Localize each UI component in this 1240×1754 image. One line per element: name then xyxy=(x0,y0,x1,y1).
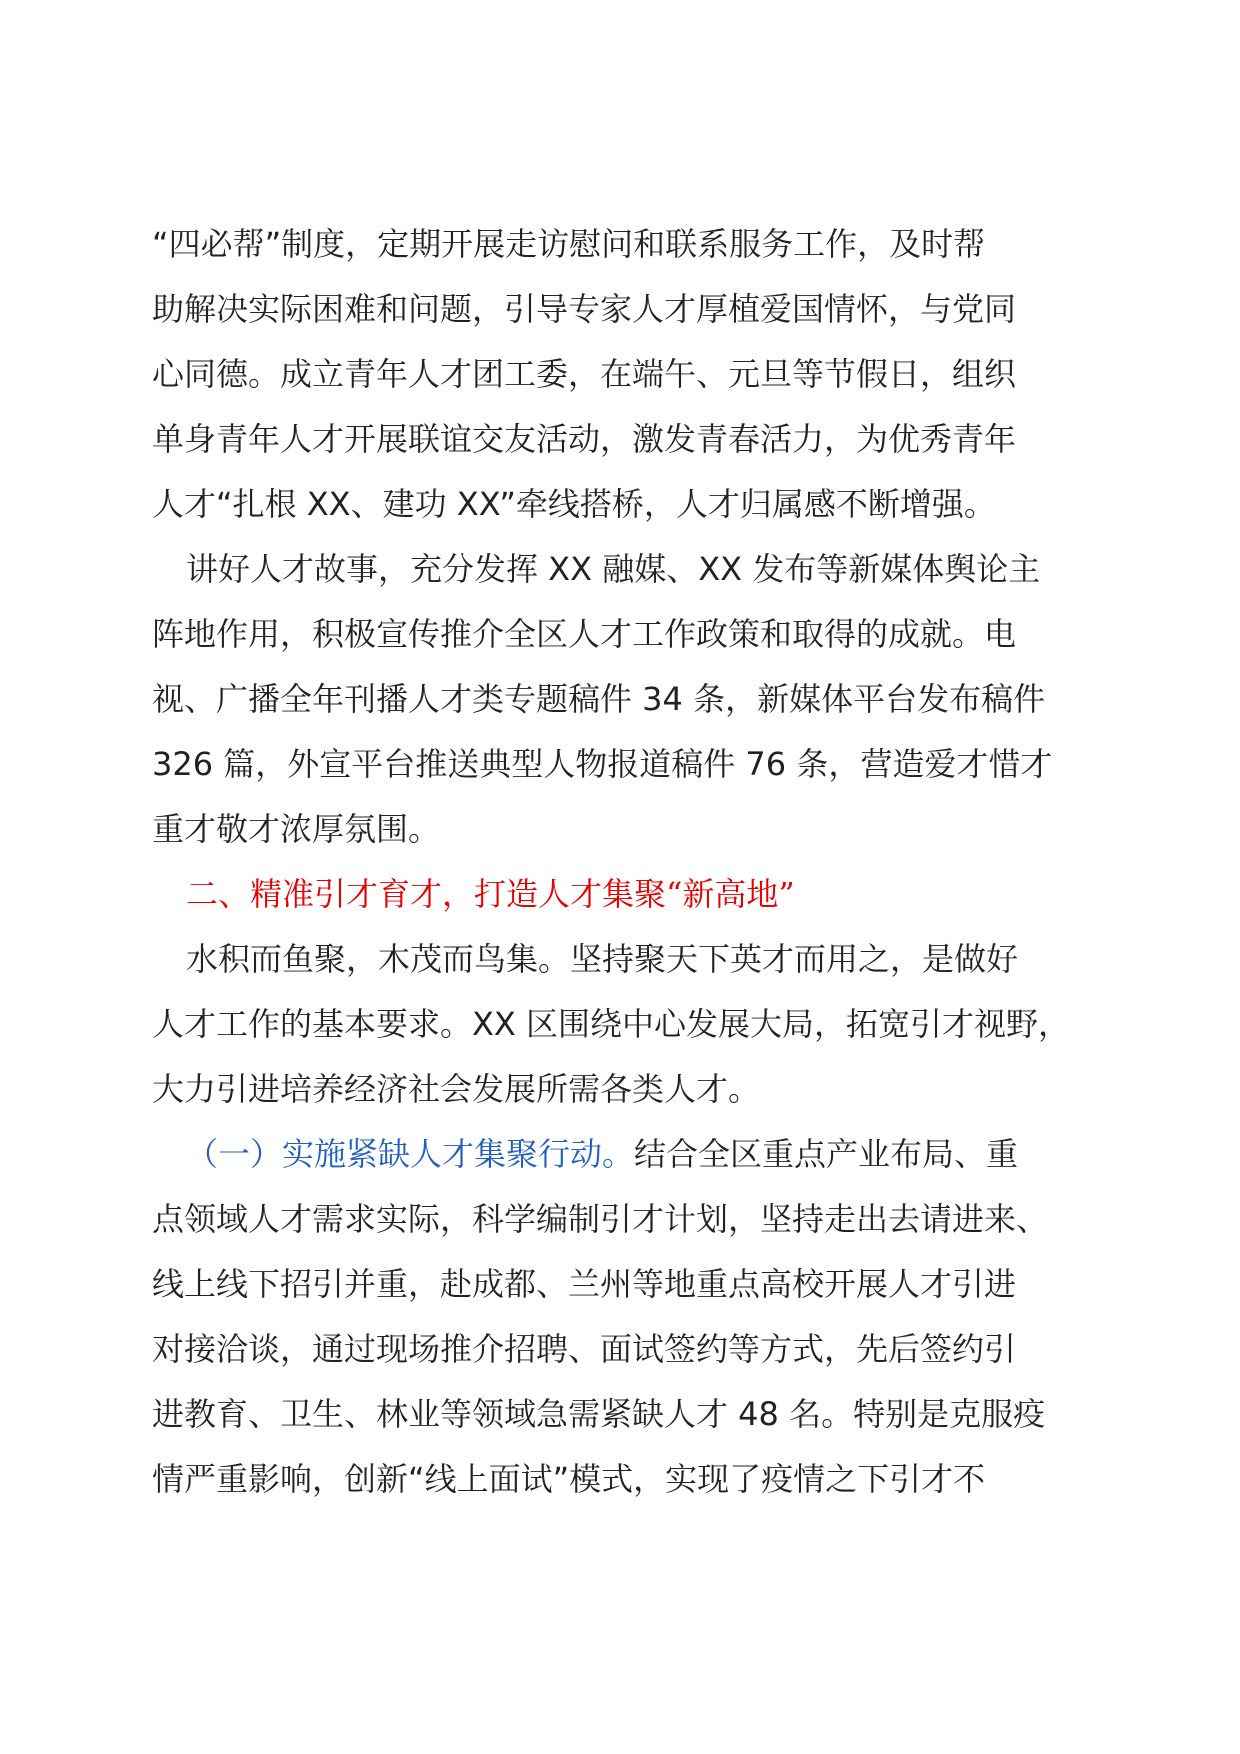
text-line: 心同德。成立青年人才团工委，在端午、元旦等节假日，组织 xyxy=(152,355,1017,393)
subsection-heading: （一）实施紧缺人才集聚行动。 xyxy=(186,1135,635,1173)
text-line: 人才工作的基本要求。XX 区围绕中心发展大局，拓宽引才视野， xyxy=(152,1005,1071,1043)
paragraph-talent-stories xyxy=(152,537,1102,862)
section-heading-text: 二、精准引才育才，打造人才集聚“新高地” xyxy=(186,875,795,913)
document-body xyxy=(152,212,1102,1512)
text-line: 情严重影响，创新“线上面试”模式，实现了疫情之下引才不 xyxy=(152,1460,986,1498)
section-heading xyxy=(152,862,1102,927)
text-line: 水积而鱼聚，木茂而鸟集。坚持聚天下英才而用之，是做好 xyxy=(186,940,1019,978)
text-line: 阵地作用，积极宣传推介全区人才工作政策和取得的成就。电 xyxy=(152,615,1017,653)
text-line: 视、广播全年刊播人才类专题稿件 34 条，新媒体平台发布稿件 xyxy=(152,680,1046,718)
text-line: 大力引进培养经济社会发展所需各类人才。 xyxy=(152,1070,761,1108)
text-line: 人才“扎根 XX、建功 XX”牵线搭桥，人才归属感不断增强。 xyxy=(152,485,996,523)
text-line: 单身青年人才开展联谊交友活动，激发青春活力，为优秀青年 xyxy=(152,420,1017,458)
text-line: “四必帮”制度，定期开展走访慰问和联系服务工作，及时帮 xyxy=(152,225,986,263)
text-line: 讲好人才故事，充分发挥 XX 融媒、XX 发布等新媒体舆论主 xyxy=(186,550,1041,588)
text-line: 助解决实际困难和问题，引导专家人才厚植爱国情怀，与党同 xyxy=(152,290,1017,328)
text-line: 重才敬才浓厚氛围。 xyxy=(152,810,441,848)
text-line xyxy=(152,1122,1102,1187)
text-fragment: 结合全区重点产业布局、重 xyxy=(634,1135,1019,1173)
text-line: 点领域人才需求实际，科学编制引才计划，坚持走出去请进来、 xyxy=(152,1200,1049,1238)
text-line: 进教育、卫生、林业等领域急需紧缺人才 48 名。特别是克服疫 xyxy=(152,1395,1046,1433)
text-line: 线上线下招引并重，赴成都、兰州等地重点高校开展人才引进 xyxy=(152,1265,1017,1303)
text-line: 对接洽谈，通过现场推介招聘、面试签约等方式，先后签约引 xyxy=(152,1330,1017,1368)
paragraph-talent-gathering xyxy=(152,1122,1102,1512)
paragraph-talent-service xyxy=(152,212,1102,537)
text-line: 326 篇，外宣平台推送典型人物报道稿件 76 条，营造爱才惜才 xyxy=(152,745,1053,783)
paragraph-introduction xyxy=(152,927,1102,1122)
